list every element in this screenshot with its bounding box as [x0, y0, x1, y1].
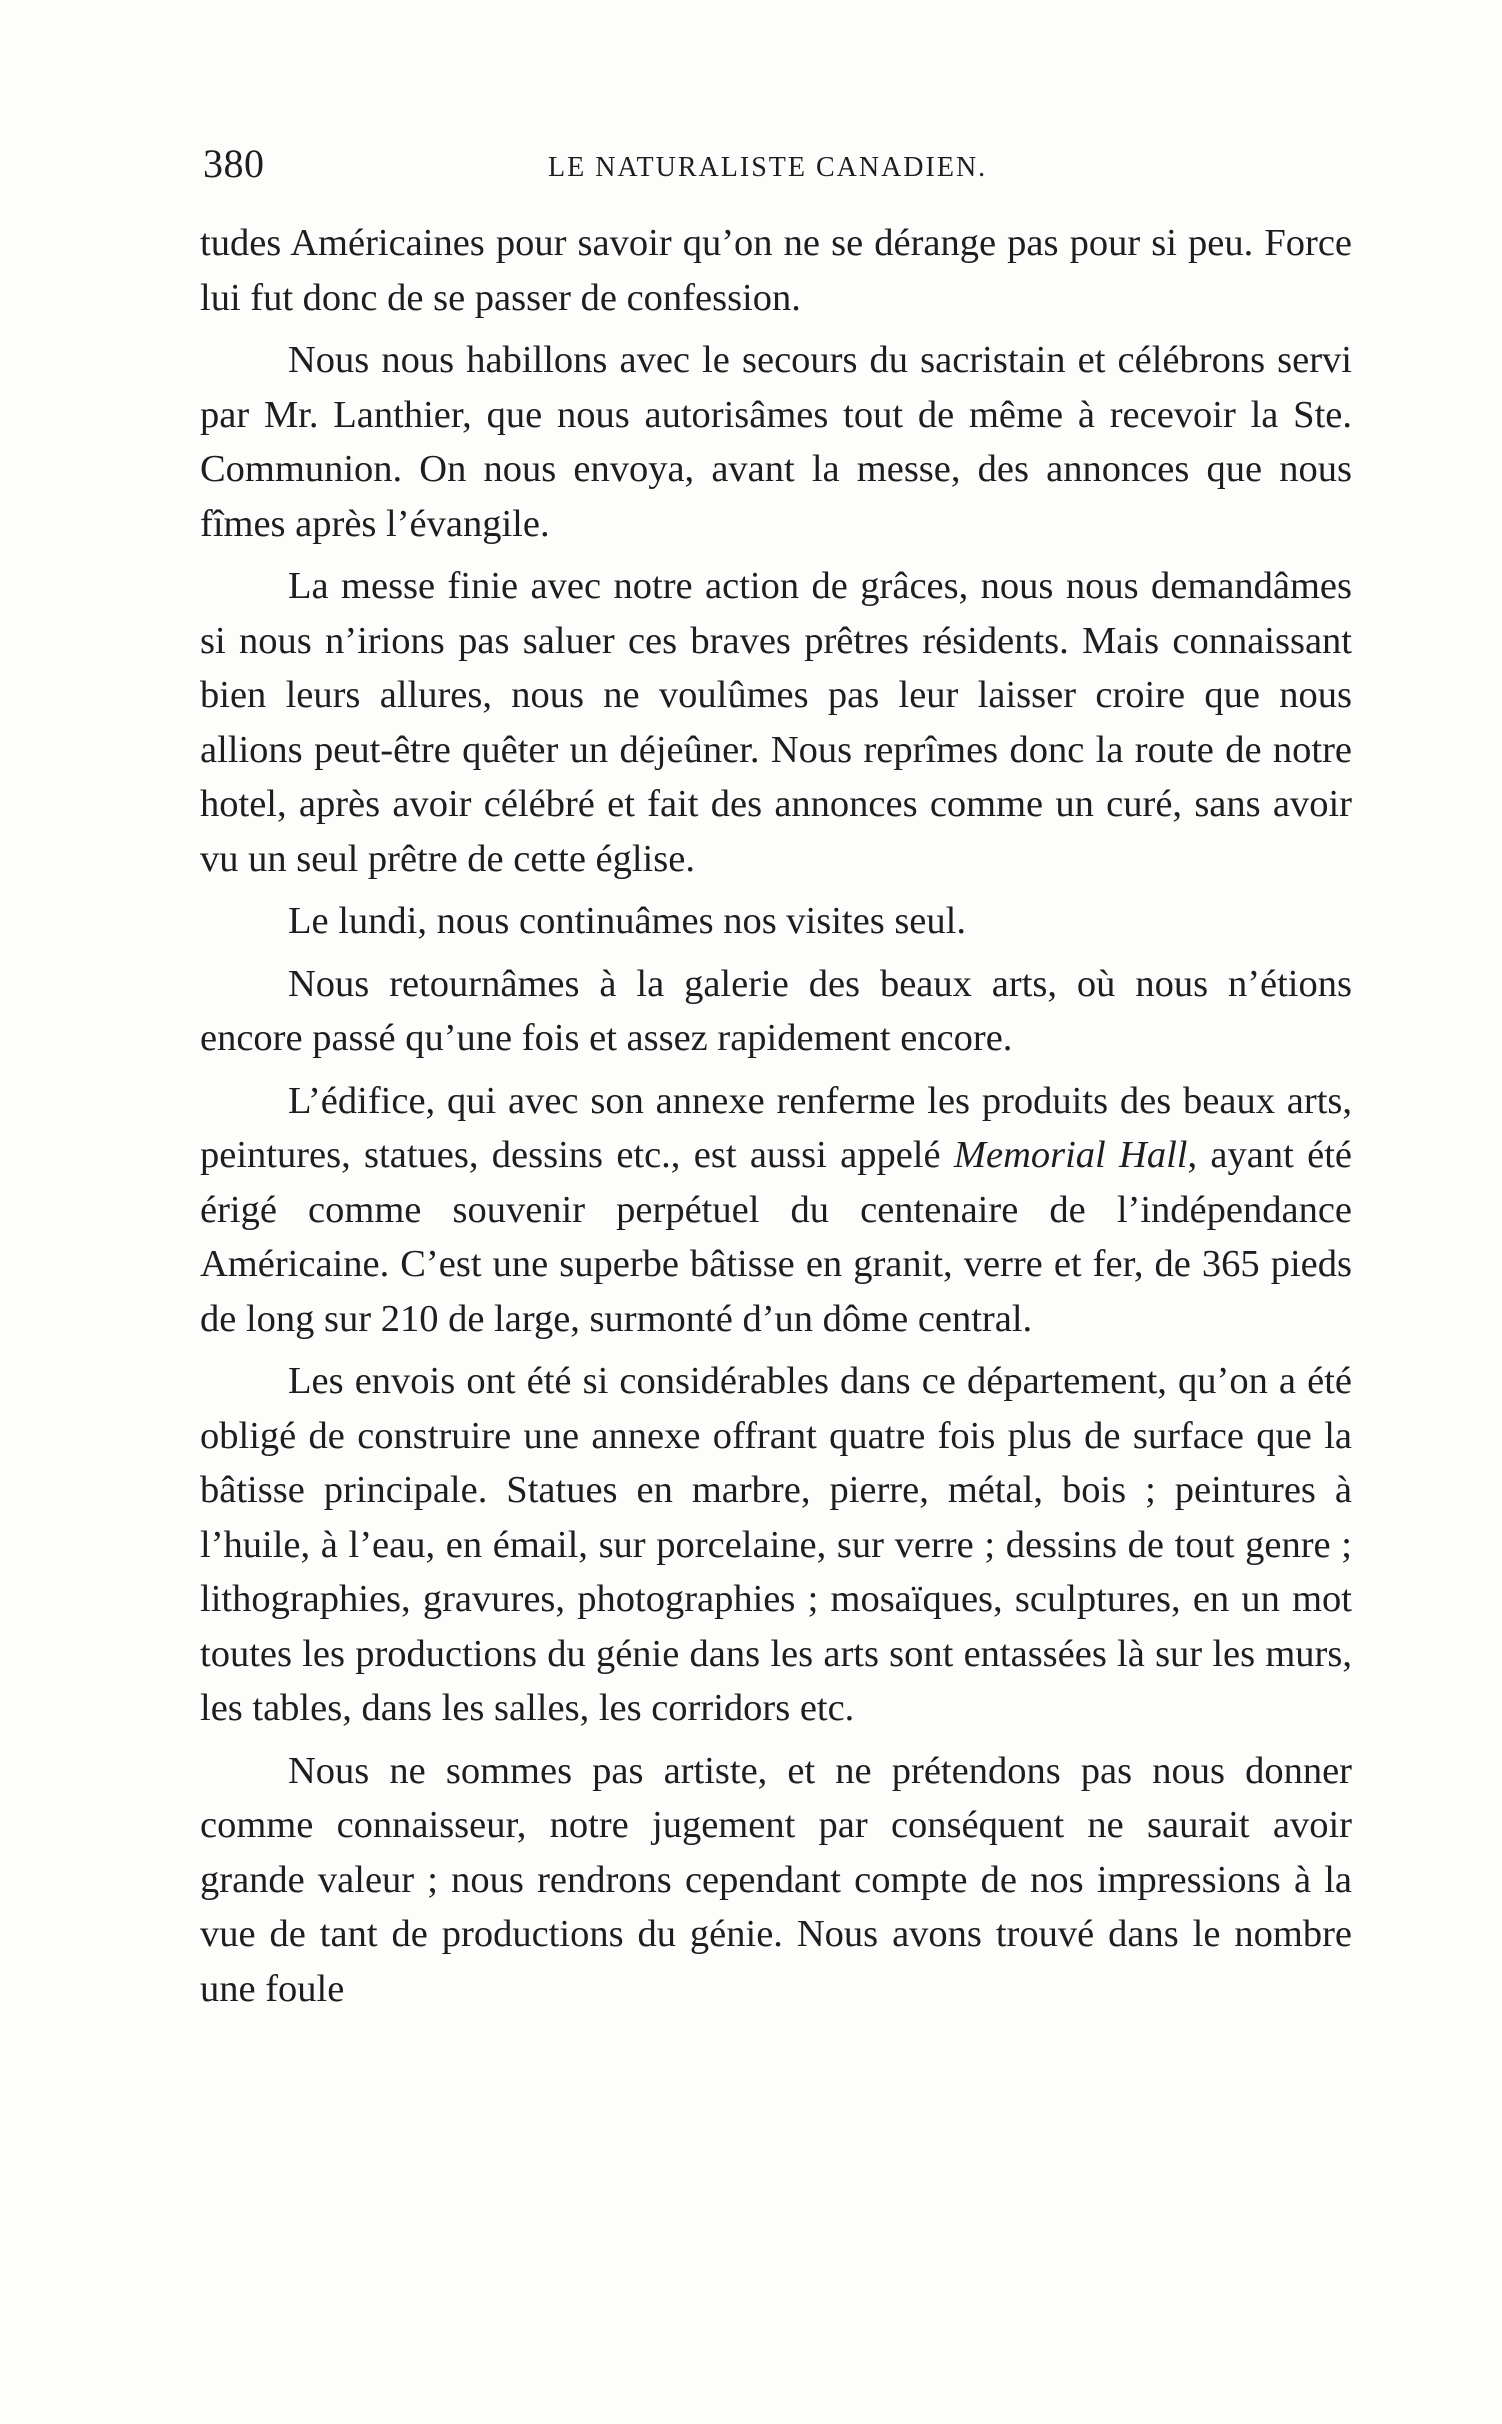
italic-term-memorial-hall: Memorial Hall: [953, 1134, 1188, 1176]
paragraph-text-after: , ayant été érigé comme souvenir perpétuel du centenaire de l’indépendance Américaine. C’est une superbe bâtisse en granit, verre et fer, de 365 pieds de long sur 210 de large, surmonté d’un dôme central.: [200, 1134, 1352, 1340]
page-header: [203, 140, 1353, 200]
paragraph-continuation: tudes Américaines pour savoir qu’on ne se dérange pas pour si peu. Force lui fut donc de se passer de confession.: [200, 222, 1352, 319]
paragraph: Le lundi, nous continuâmes nos visites seul.: [288, 900, 966, 942]
paragraph-text-before: L’édifice, qui avec son annexe renferme les produits des beaux arts, peintures, statues, dessins etc., est aussi appelé: [200, 1079, 1352, 1176]
paragraph: Nous nous habillons avec le secours du sacristain et célébrons servi par Mr. Lanthier, que nous autorisâmes tout de même à recevoir la Ste. Communion. On nous envoya, avant la messe, des annonces que nous fîmes après l’évangile.: [200, 339, 1352, 545]
page-number: 380: [203, 141, 265, 186]
body-text: [200, 216, 1352, 2024]
paragraph: La messe finie avec notre action de grâces, nous nous demandâmes si nous n’irions pas saluer ces braves prêtres résidents. Mais connaissant bien leurs allures, nous ne voulûmes pas leur laisser croire que nous allions peut-être quêter un déjeûner. Nous reprîmes donc la route de notre hotel, après avoir célébré et fait des annonces comme un curé, sans avoir vu un seul prêtre de cette église.: [200, 565, 1352, 880]
running-title: LE NATURALISTE CANADIEN.: [548, 152, 988, 183]
paragraph: Nous retournâmes à la galerie des beaux arts, où nous n’étions encore passé qu’une fois et assez rapidement encore.: [200, 962, 1352, 1059]
paragraph: Nous ne sommes pas artiste, et ne prétendons pas nous donner comme connaisseur, notre jugement par conséquent ne saurait avoir grande valeur ; nous rendrons cependant compte de nos impressions à la vue de tant de productions du génie. Nous avons trouvé dans le nombre une foule: [200, 1749, 1352, 2010]
paragraph-memorial-hall: [200, 1074, 1352, 1347]
paragraph: Les envois ont été si considérables dans ce département, qu’on a été obligé de construire une annexe offrant quatre fois plus de surface que la bâtisse principale. Statues en marbre, pierre, métal, bois ; peintures à l’huile, à l’eau, en émail, sur porcelaine, sur verre ; dessins de tout genre ; lithographies, gravures, photographies ; mosaïques, sculptures, en un mot toutes les productions du génie dans les arts sont entassées là sur les murs, les tables, dans les salles, les corridors etc.: [200, 1360, 1352, 1729]
